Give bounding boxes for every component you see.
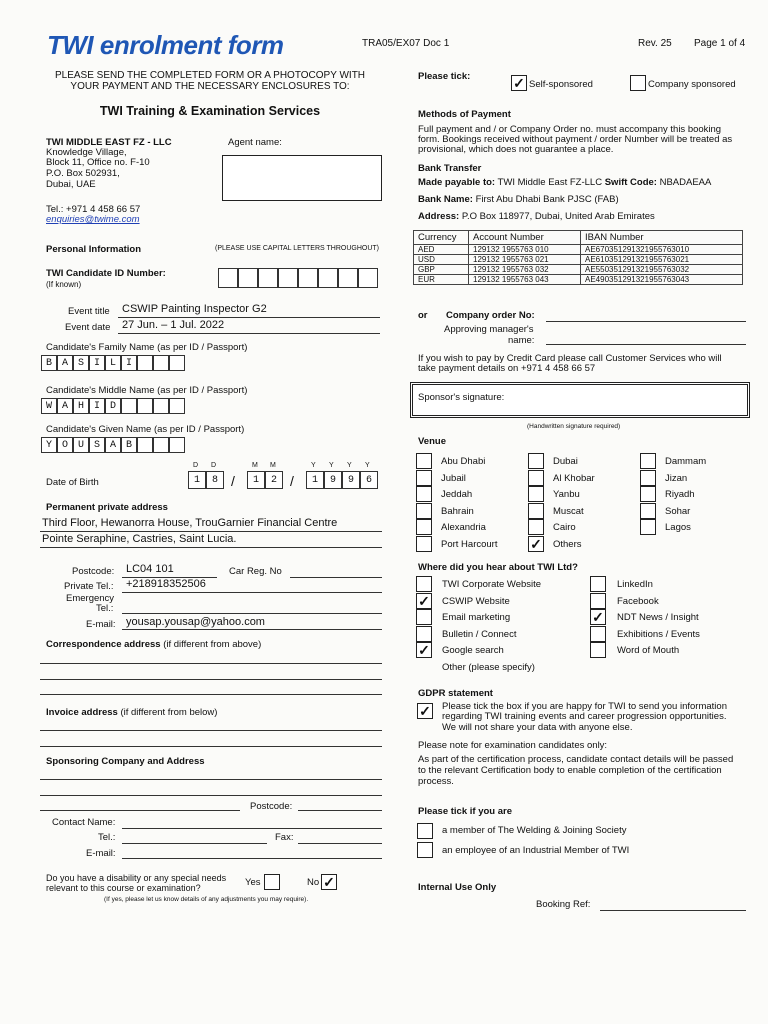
hear-label: LinkedIn <box>617 579 653 590</box>
venue-checkbox[interactable] <box>528 503 544 519</box>
venue-checkbox[interactable] <box>416 536 432 552</box>
dob-slash-2: / <box>290 473 294 489</box>
disability-yes-checkbox[interactable] <box>264 874 280 890</box>
perm-address-label: Permanent private address <box>46 502 168 513</box>
dob-header-char: Y <box>311 462 316 469</box>
name-letter-cell[interactable] <box>169 398 185 414</box>
corr-line[interactable] <box>40 663 382 664</box>
bank-address-label: Address: <box>418 211 460 222</box>
disability-q-line-1: Do you have a disability or any special needs <box>46 873 227 883</box>
venue-label: Port Harcourt <box>441 539 498 550</box>
gdpr-text-2: regarding TWI training events and career progression opportunities. <box>442 711 727 722</box>
venue-label: Jubail <box>441 472 466 484</box>
contact-tel-input[interactable] <box>122 843 267 844</box>
invoice-line[interactable] <box>40 730 382 731</box>
dob-cell[interactable]: 1 <box>306 471 324 489</box>
invoice-address-label: Invoice address <box>46 707 118 718</box>
venue-checkbox[interactable] <box>416 453 432 469</box>
corr-address-label: Correspondence address <box>46 639 161 650</box>
personal-info-heading: Personal Information <box>46 244 142 255</box>
emergency-label: Emergency <box>66 593 115 604</box>
bank-name-value: First Abu Dhabi Bank PJSC (FAB) <box>475 194 619 205</box>
event-title-value[interactable]: CSWIP Painting Inspector G2 <box>122 303 267 315</box>
company-sponsored-checkbox[interactable] <box>630 75 646 91</box>
name-letter-cell[interactable] <box>153 398 169 414</box>
bank-transfer-heading: Bank Transfer <box>418 163 482 174</box>
name-letter-cell[interactable] <box>121 398 137 414</box>
name-letter-cell[interactable]: Y <box>41 437 57 453</box>
venue-label: Muscat <box>553 505 584 517</box>
swift-value: NBADAEAA <box>659 177 712 188</box>
corr-line[interactable] <box>40 679 382 680</box>
event-date-value[interactable]: 27 Jun. – 1 Jul. 2022 <box>122 319 225 331</box>
yes-label: Yes <box>245 877 261 888</box>
venue-label: Cairo <box>553 522 576 534</box>
given-name-label: Candidate's Given Name (as per ID / Passport) <box>46 424 245 435</box>
gdpr-text-1: Please tick the box if you are happy for TWI to send you information <box>442 701 727 712</box>
name-letter-cell[interactable]: B <box>41 355 57 371</box>
dob-cell[interactable]: 1 <box>188 471 206 489</box>
col-iban: IBAN Number <box>581 231 743 245</box>
payable-label: Made payable to: <box>418 177 496 188</box>
perm-address-line-1[interactable]: Third Floor, Hewanorra House, TrouGarnier Financial Centre <box>42 517 338 529</box>
venue-checkbox[interactable] <box>416 470 432 486</box>
tick-if-heading: Please tick if you are <box>418 806 512 817</box>
sponsor-line[interactable] <box>40 810 240 811</box>
venue-label: Yanbu <box>553 489 580 501</box>
methods-text-3: provisional, which does not guarantee a place. <box>418 144 614 155</box>
dob-header-char: M <box>270 462 276 469</box>
employee-label: an employee of an Industrial Member of TWI <box>442 845 630 856</box>
name-letter-cell[interactable]: S <box>73 355 89 371</box>
private-tel-label: Private Tel.: <box>64 581 114 592</box>
table-row: EUR 129132 1955763 043 AE490351291321955763043 <box>414 275 743 285</box>
venue-label: Sohar <box>665 505 691 517</box>
credit-card-text-2: take payment details on +971 4 458 66 57 <box>418 363 596 374</box>
no-label: No <box>307 877 320 888</box>
form-title: TWI enrolment form <box>47 30 284 60</box>
credit-card-text-1: If you wish to pay by Credit Card please call Customer Services who will <box>418 353 722 364</box>
contact-email-label: E-mail: <box>86 848 116 859</box>
name-letter-cell[interactable]: A <box>57 355 73 371</box>
name-letter-cell[interactable]: A <box>105 437 121 453</box>
bank-accounts-table <box>413 230 743 285</box>
dob-header-char: Y <box>329 462 334 469</box>
sponsor-line[interactable] <box>40 795 382 796</box>
hear-label: NDT News / Insight <box>617 612 699 623</box>
company-sponsored-label: Company sponsored <box>648 79 736 90</box>
name-letter-cell[interactable]: A <box>57 398 73 414</box>
venue-checkbox[interactable] <box>528 486 544 502</box>
venue-checkbox[interactable] <box>640 453 656 469</box>
candidate-id-label: TWI Candidate ID Number: <box>46 268 166 279</box>
id-cell[interactable] <box>258 268 278 288</box>
hear-label: Bulletin / Connect <box>442 628 517 640</box>
venue-label: Dammam <box>665 456 707 467</box>
name-letter-cell[interactable] <box>137 355 153 371</box>
middle-name-label: Candidate's Middle Name (as per ID / Passport) <box>46 385 248 396</box>
hear-label: Other (please specify) <box>442 661 535 673</box>
dob-header-char: Y <box>365 462 370 469</box>
address-line-4: Dubai, UAE <box>46 179 96 190</box>
fax-label: Fax: <box>275 832 294 843</box>
twi-phone: Tel.: +971 4 458 66 57 <box>46 204 141 215</box>
venue-checkbox[interactable] <box>640 470 656 486</box>
sponsor-signature-label: Sponsor's signature: <box>418 392 505 403</box>
employee-checkbox[interactable] <box>417 842 433 858</box>
approving-input[interactable] <box>546 344 746 345</box>
swift-label: Swift Code: <box>604 177 657 188</box>
postcode2-input[interactable] <box>298 810 382 811</box>
if-known-note: (If known) <box>46 280 82 289</box>
venue-checkbox[interactable] <box>416 486 432 502</box>
caps-note: (PLEASE USE CAPITAL LETTERS THROUGHOUT) <box>215 245 380 252</box>
dob-header-char: D <box>193 462 199 469</box>
twi-email-link[interactable]: enquiries@twime.com <box>46 214 140 225</box>
name-letter-cell[interactable] <box>137 437 153 453</box>
name-letter-cell[interactable]: I <box>121 355 137 371</box>
name-letter-cell[interactable]: L <box>105 355 121 371</box>
event-title-label: Event title <box>68 306 110 317</box>
name-letter-cell[interactable]: U <box>73 437 89 453</box>
name-letter-cell[interactable] <box>137 398 153 414</box>
name-letter-cell[interactable] <box>153 437 169 453</box>
hear-heading: Where did you hear about TWI Ltd? <box>418 562 578 573</box>
dob-cell[interactable]: 6 <box>360 471 378 489</box>
name-letter-cell[interactable]: S <box>89 437 105 453</box>
dob-cell[interactable]: 8 <box>206 471 224 489</box>
services-heading: TWI Training & Examination Services <box>99 104 321 118</box>
agent-name-input[interactable] <box>222 155 382 201</box>
twi-company: TWI MIDDLE EAST FZ - LLC <box>46 137 172 148</box>
venue-label: Abu Dhabi <box>441 456 486 467</box>
internal-use-heading: Internal Use Only <box>418 882 497 893</box>
hear-checkbox[interactable] <box>590 576 606 592</box>
intro-line-1: PLEASE SEND THE COMPLETED FORM OR A PHOTOCOPY WITH <box>54 70 366 81</box>
id-cell[interactable] <box>238 268 258 288</box>
cert-text-2: to the relevant Certification body to enable completion of the certification <box>418 765 722 776</box>
name-letter-cell[interactable] <box>169 355 185 371</box>
bank-address-value: P.O Box 118977, Dubai, United Arab Emirates <box>461 211 655 222</box>
corr-line[interactable] <box>40 694 382 695</box>
disability-no-checkbox[interactable]: ✓ <box>321 874 337 890</box>
agent-name-label: Agent name: <box>228 137 282 148</box>
gdpr-checkbox[interactable]: ✓ <box>417 703 433 719</box>
hear-label: Word of Mouth <box>617 645 680 656</box>
hear-checkbox[interactable] <box>416 626 432 642</box>
member-label: a member of The Welding & Joining Society <box>442 825 627 836</box>
contact-name-label: Contact Name: <box>52 817 116 828</box>
hear-checkbox[interactable]: ✓ <box>416 642 432 658</box>
postcode-value[interactable]: LC04 101 <box>126 563 174 575</box>
venue-checkbox[interactable]: ✓ <box>528 536 544 552</box>
hear-checkbox[interactable] <box>590 642 606 658</box>
dob-cell[interactable]: 1 <box>247 471 265 489</box>
name-letter-cell[interactable] <box>153 355 169 371</box>
dob-header-char: M <box>252 462 258 469</box>
postcode2-label: Postcode: <box>250 801 293 812</box>
venue-label: Bahrain <box>441 505 474 517</box>
invoice-note: (if different from below) <box>120 707 218 718</box>
name-letter-cell[interactable]: W <box>41 398 57 414</box>
page-number: Page 1 of 4 <box>694 38 746 49</box>
payable-value: TWI Middle East FZ-LLC <box>497 177 603 188</box>
car-reg-label: Car Reg. No <box>229 566 282 577</box>
family-name-label: Candidate's Family Name (as per ID / Passport) <box>46 342 248 353</box>
contact-tel-label: Tel.: <box>98 832 116 843</box>
sponsor-line[interactable] <box>40 779 382 780</box>
fax-input[interactable] <box>298 843 382 844</box>
hear-checkbox[interactable] <box>590 593 606 609</box>
dob-header-char: Y <box>347 462 352 469</box>
name-letter-cell[interactable]: O <box>57 437 73 453</box>
bank-name-label: Bank Name: <box>418 194 473 205</box>
disability-q-line-2: relevant to this course or examination? <box>46 883 201 893</box>
email-value[interactable]: yousap.yousap@yahoo.com <box>126 616 265 628</box>
venue-checkbox[interactable] <box>640 486 656 502</box>
self-sponsored-label: Self-sponsored <box>529 79 593 90</box>
cert-text-1: As part of the certification process, candidate contact details will be passed <box>418 754 734 765</box>
dob-cell[interactable]: 2 <box>265 471 283 489</box>
hear-label: Email marketing <box>442 612 511 623</box>
id-cell[interactable] <box>278 268 298 288</box>
email-label: E-mail: <box>86 619 116 630</box>
gdpr-heading: GDPR statement <box>418 688 493 699</box>
venue-label: Al Khobar <box>553 472 595 484</box>
contact-email-input[interactable] <box>122 858 382 859</box>
venue-label: Riyadh <box>665 489 695 501</box>
id-cell[interactable] <box>298 268 318 288</box>
name-letter-cell[interactable] <box>169 437 185 453</box>
hear-label: Facebook <box>617 595 659 607</box>
hear-checkbox[interactable] <box>590 626 606 642</box>
postcode-label: Postcode: <box>72 566 115 577</box>
venue-checkbox[interactable] <box>528 453 544 469</box>
hear-label: CSWIP Website <box>442 595 510 607</box>
please-tick-label: Please tick: <box>418 71 471 82</box>
venue-checkbox[interactable] <box>528 470 544 486</box>
venue-label: Lagos <box>665 522 691 534</box>
address-line-1: Knowledge Village, <box>46 147 127 158</box>
venue-label: Jizan <box>665 472 688 484</box>
hear-label: Exhibitions / Events <box>617 628 700 640</box>
methods-text-2: form. Bookings received without payment / order Number will be treated as <box>418 134 733 145</box>
self-sponsored-checkbox[interactable]: ✓ <box>511 75 527 91</box>
address-line-2: Block 11, Office no. F-10 <box>46 157 150 168</box>
hear-checkbox[interactable]: ✓ <box>590 609 606 625</box>
venue-label: Alexandria <box>441 522 486 534</box>
private-tel-value[interactable]: +218918352506 <box>126 578 206 590</box>
sponsoring-company-label: Sponsoring Company and Address <box>46 756 205 767</box>
id-cell[interactable] <box>318 268 338 288</box>
table-row: USD 129132 1955763 021 AE610351291321955763021 <box>414 255 743 265</box>
address-line-3: P.O. Box 502931, <box>46 168 120 179</box>
emergency-tel-label: Tel.: <box>96 603 114 614</box>
order-no-label: Company order No: <box>446 310 535 321</box>
col-account: Account Number <box>469 231 581 245</box>
name-letter-cell[interactable]: B <box>121 437 137 453</box>
name-letter-cell[interactable]: I <box>89 355 105 371</box>
id-cell[interactable] <box>358 268 378 288</box>
intro-line-2: YOUR PAYMENT AND THE NECESSARY ENCLOSURES TO: <box>70 81 350 92</box>
id-cell[interactable] <box>338 268 358 288</box>
invoice-line[interactable] <box>40 746 382 747</box>
dob-header-char: D <box>211 462 217 469</box>
methods-text-1: Full payment and / or Company Order no. must accompany this booking <box>418 124 722 135</box>
contact-name-input[interactable] <box>122 828 382 829</box>
venue-label: Jeddah <box>441 489 473 501</box>
col-currency: Currency <box>414 231 469 245</box>
booking-ref-label: Booking Ref: <box>536 899 591 910</box>
gdpr-text-3: We will not share your data with anyone else. <box>442 722 633 733</box>
handwritten-note: (Handwritten signature required) <box>527 423 621 430</box>
event-date-label: Event date <box>65 322 111 333</box>
hear-checkbox[interactable] <box>416 609 432 625</box>
cert-text-3: process. <box>418 776 454 787</box>
approving-label-1: Approving manager's <box>444 324 534 335</box>
dob-label: Date of Birth <box>46 477 99 488</box>
order-no-input[interactable] <box>546 321 746 322</box>
hear-label: Google search <box>442 645 504 656</box>
venue-heading: Venue <box>418 436 446 447</box>
venue-checkbox[interactable] <box>416 519 432 535</box>
venue-label: Dubai <box>553 456 578 467</box>
name-letter-cell[interactable]: I <box>89 398 105 414</box>
name-letter-cell[interactable]: H <box>73 398 89 414</box>
disability-note: (If yes, please let us know details of any adjustments you may require). <box>104 896 309 903</box>
booking-ref-input[interactable] <box>600 910 746 911</box>
name-letter-cell[interactable]: D <box>105 398 121 414</box>
dob-cell[interactable]: 9 <box>324 471 342 489</box>
id-cell[interactable] <box>218 268 238 288</box>
venue-checkbox[interactable] <box>640 503 656 519</box>
corr-address-note: (if different from above) <box>163 639 262 650</box>
venue-checkbox[interactable] <box>416 503 432 519</box>
hear-checkbox[interactable]: ✓ <box>416 593 432 609</box>
revision: Rev. 25 <box>638 38 672 49</box>
approving-label-2: name: <box>508 335 535 346</box>
perm-address-line-2[interactable]: Pointe Seraphine, Castries, Saint Lucia. <box>42 533 237 545</box>
dob-cell[interactable]: 9 <box>342 471 360 489</box>
venue-checkbox[interactable] <box>640 519 656 535</box>
member-checkbox[interactable] <box>417 823 433 839</box>
venue-checkbox[interactable] <box>528 519 544 535</box>
table-row: GBP 129132 1955763 032 AE550351291321955763032 <box>414 265 743 275</box>
venue-label: Others <box>553 539 582 550</box>
dob-slash-1: / <box>231 473 235 489</box>
methods-heading: Methods of Payment <box>418 109 511 120</box>
doc-ref: TRA05/EX07 Doc 1 <box>362 38 450 49</box>
table-row: AED 129132 1955763 010 AE670351291321955763010 <box>414 245 743 255</box>
exam-note: Please note for examination candidates only: <box>418 740 608 751</box>
hear-checkbox[interactable] <box>416 576 432 592</box>
or-label: or <box>418 310 428 321</box>
hear-label: TWI Corporate Website <box>442 579 542 590</box>
